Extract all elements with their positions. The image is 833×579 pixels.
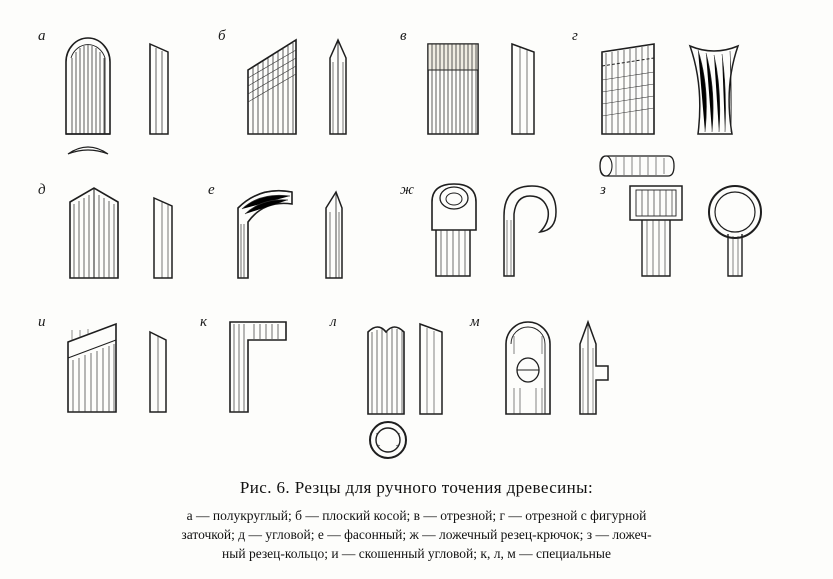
tool-i-skoshenny-uglovoy (38, 310, 208, 420)
tool-label-m: м (470, 314, 480, 330)
tool-d-uglovoy (38, 178, 208, 288)
tool-label-v: в (400, 28, 407, 44)
figure-caption-body (0, 506, 833, 563)
tool-k-specialny (200, 310, 330, 420)
tool-label-d: д (38, 182, 46, 198)
caption-line-3: ный резец-кольцо; и — скошенный угловой; к, л, м — специальные (222, 546, 611, 561)
tool-m-specialny (470, 310, 630, 430)
tool-v-otreznoy (400, 22, 560, 152)
tool-z-lozhechny-kolco (600, 172, 780, 287)
tool-label-b: б (218, 28, 226, 44)
tool-label-e: е (208, 182, 215, 198)
tool-label-zh: ж (400, 182, 414, 198)
tool-label-z: з (600, 182, 606, 198)
tool-b-ploskiy-kosoy (218, 22, 378, 152)
tool-a-polukrugly (38, 22, 208, 162)
tool-label-a: а (38, 28, 46, 44)
tool-g-otreznoy-figurnyj (572, 22, 772, 192)
tool-label-k: к (200, 314, 208, 330)
figure-caption-title: Рис. 6. Резцы для ручного точения древесины: (239, 478, 594, 497)
tool-label-i: и (38, 314, 46, 330)
caption-line-2: заточкой; д — угловой; е — фасонный; ж — ложечный резец-крючок; з — ложеч- (181, 527, 652, 542)
caption-line-1: а — полукруглый; б — плоский косой; в — отрезной; г — отрезной с фигурной (186, 508, 647, 523)
tool-l-specialny (330, 310, 470, 470)
tool-zh-lozhechny-kryuchok (400, 172, 580, 287)
tool-label-g: г (572, 28, 578, 44)
tool-e-fasonny (208, 178, 378, 288)
tool-label-l: л (330, 314, 337, 330)
